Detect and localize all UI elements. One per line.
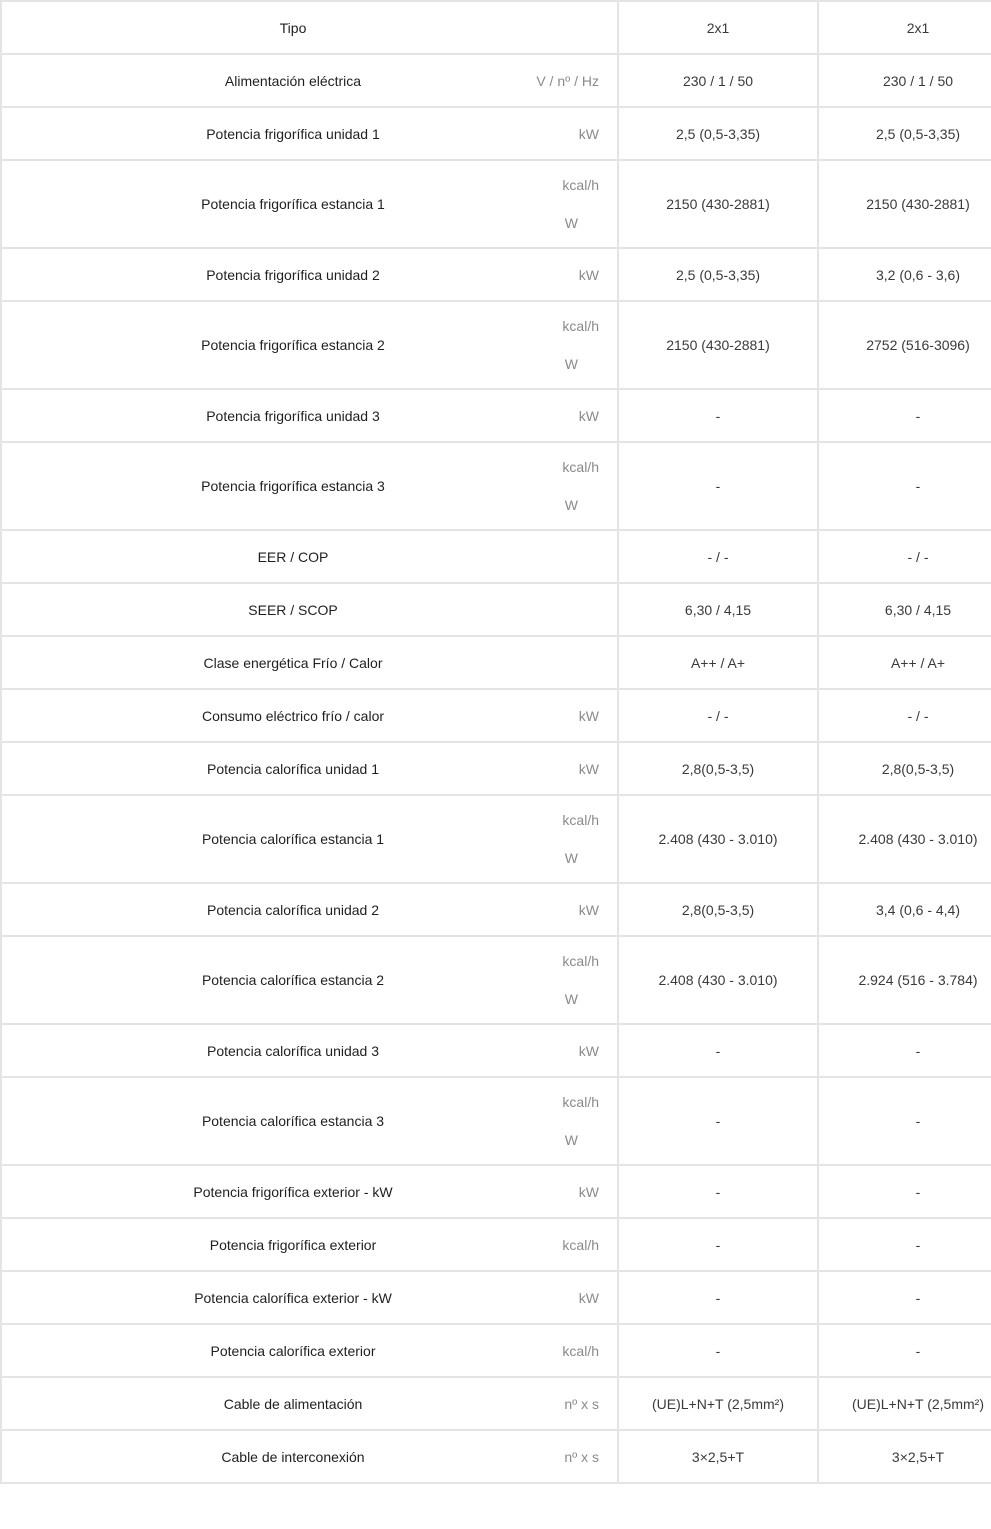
row-label-cell — [1, 795, 474, 883]
unit-label: kcal/h — [562, 459, 599, 475]
value-cell: 2150 (430-2881) — [618, 160, 818, 248]
unit-label: kcal/h — [562, 1342, 599, 1359]
value-cell: 2,5 (0,5-3,35) — [618, 248, 818, 301]
value-cell: - / - — [618, 530, 818, 583]
unit-cell — [474, 160, 618, 248]
value-cell: - — [618, 1324, 818, 1377]
value-cell: - — [818, 1271, 991, 1324]
value-cell: - — [818, 1024, 991, 1077]
row-label: EER / COP — [257, 548, 329, 565]
value-cell: - / - — [618, 689, 818, 742]
header-model-cell: 2x1 — [618, 1, 818, 54]
unit-label: kcal/h — [562, 318, 599, 334]
header-model-cell: 2x1 — [818, 1, 991, 54]
row-label-cell — [1, 301, 474, 389]
row-label: SEER / SCOP — [248, 601, 338, 618]
unit-label: nº x s — [564, 1395, 599, 1412]
unit-cell — [474, 1430, 618, 1483]
unit-label: kcal/h — [562, 812, 599, 828]
unit-cell — [474, 795, 618, 883]
row-label: Potencia frigorífica exterior — [209, 1236, 377, 1253]
unit-stack — [482, 459, 599, 513]
row-label: Potencia frigorífica unidad 1 — [206, 125, 380, 142]
unit-label: kcal/h — [562, 1094, 599, 1110]
value-cell: 3×2,5+T — [618, 1430, 818, 1483]
row-label: Potencia frigorífica estancia 1 — [201, 196, 385, 212]
table-row — [1, 107, 991, 160]
unit-stack — [482, 177, 599, 231]
row-label-cell — [1, 1024, 474, 1077]
unit-label: nº x s — [564, 1448, 599, 1465]
unit-cell — [474, 442, 618, 530]
unit-label: kW — [578, 407, 599, 424]
row-label: Potencia frigorífica exterior - kW — [193, 1183, 393, 1200]
value-cell: 2,8(0,5-3,5) — [618, 742, 818, 795]
row-label-cell — [1, 1218, 474, 1271]
value-cell: - — [818, 442, 991, 530]
unit-stack — [482, 318, 599, 372]
value-cell: 230 / 1 / 50 — [818, 54, 991, 107]
table-row — [1, 636, 991, 689]
table-header-row — [1, 1, 991, 54]
unit-label: kcal/h — [562, 177, 599, 193]
unit-label: W — [564, 497, 578, 513]
unit-label: kW — [578, 707, 599, 724]
row-label: Potencia calorífica exterior — [210, 1342, 376, 1359]
value-cell: - — [818, 1077, 991, 1165]
unit-cell — [474, 1165, 618, 1218]
table-row — [1, 54, 991, 107]
table-row — [1, 389, 991, 442]
unit-stack — [482, 812, 599, 866]
table-row — [1, 530, 991, 583]
value-cell: - — [818, 1324, 991, 1377]
row-label: Potencia frigorífica estancia 2 — [201, 337, 385, 353]
value-cell: (UE)L+N+T (2,5mm²) — [818, 1377, 991, 1430]
table-row — [1, 1271, 991, 1324]
row-label-cell — [1, 1377, 474, 1430]
row-label: Cable de interconexión — [221, 1448, 365, 1465]
table-row — [1, 248, 991, 301]
value-cell: 3,4 (0,6 - 4,4) — [818, 883, 991, 936]
value-cell: 2.924 (516 - 3.784) — [818, 936, 991, 1024]
table-row — [1, 936, 991, 1024]
table-row — [1, 795, 991, 883]
unit-cell — [474, 883, 618, 936]
row-label-cell — [1, 936, 474, 1024]
unit-label: kcal/h — [562, 953, 599, 969]
value-cell: A++ / A+ — [818, 636, 991, 689]
unit-label: W — [564, 850, 578, 866]
value-cell: 2752 (516-3096) — [818, 301, 991, 389]
row-label-cell — [1, 1077, 474, 1165]
header-label: Tipo — [279, 19, 307, 36]
table-row — [1, 1077, 991, 1165]
row-label-cell — [1, 883, 474, 936]
row-label: Potencia calorífica estancia 3 — [201, 1113, 385, 1129]
table-row — [1, 1024, 991, 1077]
unit-cell — [474, 1271, 618, 1324]
table-row — [1, 442, 991, 530]
value-cell: 2150 (430-2881) — [818, 160, 991, 248]
table-row — [1, 742, 991, 795]
value-cell: - — [618, 389, 818, 442]
value-cell: - — [618, 1218, 818, 1271]
unit-label: kW — [578, 1183, 599, 1200]
row-label: Cable de alimentación — [223, 1395, 363, 1412]
spec-table-body — [1, 1, 991, 1483]
row-label: Potencia calorífica unidad 1 — [207, 760, 379, 777]
value-cell: 3×2,5+T — [818, 1430, 991, 1483]
unit-label: W — [564, 991, 578, 1007]
row-label-cell — [1, 442, 474, 530]
unit-label: kW — [578, 760, 599, 777]
value-cell: 2.408 (430 - 3.010) — [618, 795, 818, 883]
value-cell: - / - — [818, 689, 991, 742]
value-cell: - — [618, 1077, 818, 1165]
value-cell: (UE)L+N+T (2,5mm²) — [618, 1377, 818, 1430]
row-label: Clase energética Frío / Calor — [203, 654, 383, 671]
unit-label: kcal/h — [562, 1236, 599, 1253]
table-row — [1, 1218, 991, 1271]
value-cell: 230 / 1 / 50 — [618, 54, 818, 107]
row-label-cell — [1, 160, 474, 248]
value-cell: - / - — [818, 530, 991, 583]
row-label-cell — [1, 1430, 474, 1483]
table-row — [1, 160, 991, 248]
row-label-cell — [1, 689, 474, 742]
row-label: Alimentación eléctrica — [224, 72, 362, 89]
value-cell: 2.408 (430 - 3.010) — [818, 795, 991, 883]
row-label-cell — [1, 1324, 474, 1377]
value-cell: 2,5 (0,5-3,35) — [818, 107, 991, 160]
unit-label: W — [564, 215, 578, 231]
unit-label: W — [564, 356, 578, 372]
row-label: Potencia calorífica unidad 2 — [207, 901, 379, 918]
table-row — [1, 583, 991, 636]
unit-stack — [482, 1094, 599, 1148]
row-label: Potencia calorífica estancia 1 — [201, 831, 385, 847]
value-cell: 2,5 (0,5-3,35) — [618, 107, 818, 160]
row-label: Potencia frigorífica unidad 2 — [206, 266, 380, 283]
unit-cell — [474, 389, 618, 442]
value-cell: 2150 (430-2881) — [618, 301, 818, 389]
unit-cell — [474, 1, 618, 54]
value-cell: - — [818, 1218, 991, 1271]
row-label-cell — [1, 583, 474, 636]
row-label: Consumo eléctrico frío / calor — [201, 707, 385, 724]
value-cell: 2,8(0,5-3,5) — [618, 883, 818, 936]
value-cell: - — [818, 389, 991, 442]
row-label-cell — [1, 1271, 474, 1324]
value-cell: A++ / A+ — [618, 636, 818, 689]
row-label-cell — [1, 1165, 474, 1218]
row-label-cell — [1, 107, 474, 160]
table-row — [1, 1324, 991, 1377]
unit-cell — [474, 248, 618, 301]
unit-cell — [474, 1324, 618, 1377]
value-cell: 3,2 (0,6 - 3,6) — [818, 248, 991, 301]
value-cell: 2.408 (430 - 3.010) — [618, 936, 818, 1024]
unit-cell — [474, 1024, 618, 1077]
unit-cell — [474, 107, 618, 160]
header-label-cell — [1, 1, 474, 54]
table-row — [1, 883, 991, 936]
value-cell: - — [818, 1165, 991, 1218]
unit-label: kW — [578, 1042, 599, 1059]
unit-cell — [474, 301, 618, 389]
unit-cell — [474, 742, 618, 795]
unit-cell — [474, 936, 618, 1024]
table-row — [1, 301, 991, 389]
unit-label: kW — [578, 901, 599, 918]
row-label: Potencia calorífica exterior - kW — [194, 1289, 392, 1306]
unit-cell — [474, 1077, 618, 1165]
table-row — [1, 1430, 991, 1483]
unit-label: kW — [578, 125, 599, 142]
unit-cell — [474, 1377, 618, 1430]
value-cell: 2,8(0,5-3,5) — [818, 742, 991, 795]
unit-label: kW — [578, 1289, 599, 1306]
unit-cell — [474, 636, 618, 689]
table-row — [1, 689, 991, 742]
value-cell: - — [618, 1024, 818, 1077]
row-label-cell — [1, 530, 474, 583]
value-cell: - — [618, 1271, 818, 1324]
value-cell: - — [618, 442, 818, 530]
unit-label: V / nº / Hz — [536, 72, 599, 89]
value-cell: 6,30 / 4,15 — [618, 583, 818, 636]
table-row — [1, 1377, 991, 1430]
unit-cell — [474, 530, 618, 583]
row-label: Potencia calorífica unidad 3 — [207, 1042, 379, 1059]
unit-cell — [474, 1218, 618, 1271]
unit-label: kW — [578, 266, 599, 283]
unit-cell — [474, 583, 618, 636]
row-label: Potencia frigorífica estancia 3 — [201, 478, 385, 494]
unit-label: W — [564, 1132, 578, 1148]
row-label-cell — [1, 742, 474, 795]
table-row — [1, 1165, 991, 1218]
value-cell: 6,30 / 4,15 — [818, 583, 991, 636]
unit-cell — [474, 54, 618, 107]
unit-stack — [482, 953, 599, 1007]
value-cell: - — [618, 1165, 818, 1218]
unit-cell — [474, 689, 618, 742]
row-label-cell — [1, 248, 474, 301]
row-label-cell — [1, 636, 474, 689]
row-label: Potencia calorífica estancia 2 — [201, 972, 385, 988]
row-label-cell — [1, 54, 474, 107]
row-label: Potencia frigorífica unidad 3 — [206, 407, 380, 424]
row-label-cell — [1, 389, 474, 442]
